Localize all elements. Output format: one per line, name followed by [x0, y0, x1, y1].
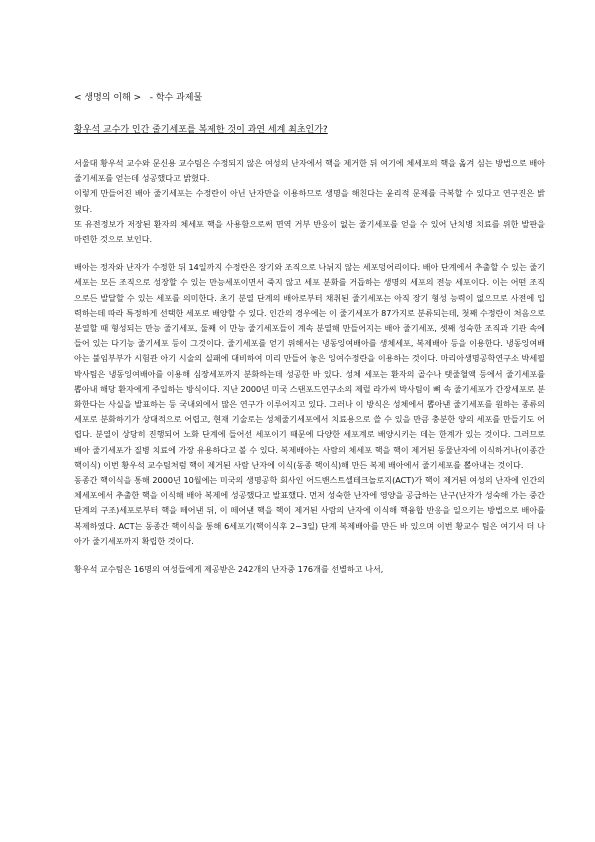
paragraph: 배아는 정자와 난자가 수정한 뒤 14일까지 수정란은 장기와 조직으로 나뉘지 않는 세포덩어리이다. 배아 단계에서 추출할 수 있는 줄기세포는 모든 조직으로 성장할 수 있는 만능세포이면서 죽지 않고 세포 분화를 거듭하는 생명의 세포의 전능 세포이다. 이는 어떤 조직으로든 발달할 수 있는 세포를 의미한다. 초기 분열 단계의 배아로부터 채취된 줄기세포는 아직 장기 형성 능력이 없으므로 사전에 입력하는데 따라 특정하게 선택한 세포로 배양할 수 있다. 인간의 경우에는 이 줄기세포가 87가지로 분류되는데, 첫째 수정란이 처음으로 분열할 때 형성되는 만능 줄기세포, 둘째 이 만능 줄기세포들이 계속 분열해 만들어지는 배아 줄기세포, 셋째 성숙한 조직과 기관 속에 들어 있는 다기능 줄기세포 등이 그것이다. 줄기세포를 얻기 위해서는 냉동잉여배아를 생체세포, 복제배아 등을 이용한다. 냉동잉여배아는 불임부부가 시험관 아기 시술의 실패에 대비하여 미리 만들어 놓은 잉여수정란을 이용하는 것이다. 마리아생명공학연구소 박세필 박사팀은 냉동잉여배아를 이용해 심장세포까지 분화하는데 성공한 바 있다. 성체 세포는 환자의 골수나 탯줄혈액 등에서 줄기세포를 뽑아내 해당 환자에게 주입하는 방식이다. 지난 2000년 미국 스탠포드연구소의 제럴 라가씨 박사팀이 뼈 속 줄기세포가 간장세포로 분화한다는 사실을 발표하는 등 국내외에서 많은 연구가 이루어지고 있다. 그러나 이 방식은 성체에서 뽑아낸 줄기세포를 원하는 종류의 세포로 분화하기가 상대적으로 어렵고, 현재 기술로는 성체줄기세포에서 치료용으로 쓸 수 있을 만큼 충분한 양의 세포를 만들기도 어렵다. 분열이 상당히 진행되어 노화 단계에 들어선 세포이기 때문에 다양한 세포계로 배양시키는 데는 한계가 있는 것이다. 그러므로 배아 줄기세포가 질병 치료에 가장 유용하다고 볼 수 있다. 복제배아는 사람의 체세포 핵을 핵이 제거된 동물난자에 이식하거나(이종간핵이식) 이번 황우석 교수팀처럼 핵이 제거된 사람 난자에 이식(동종 핵이식)해 만든 복제 배아에서 줄기세포를 뽑아내는 것이다.	[74, 262, 546, 470]
page-header: < 생명의 이해 > - 학수 과제물	[74, 93, 203, 103]
paragraph: 서울대 황우석 교수와 문신용 교수팀은 수정되지 않은 여성의 난자에서 핵을 제거한 뒤 여기에 체세포의 핵을 옮겨 심는 방법으로 배아 줄기세포를 얻는데 성공했다고 밝혔다.	[74, 158, 545, 184]
paragraph: 이렇게 만들어진 배아 줄기세포는 수정란이 아닌 난자만을 이용하므로 생명을 해친다는 윤리적 문제를 극복할 수 있다고 연구진은 밝혔다.	[74, 188, 545, 214]
paragraph-last: 황우석 교수팀은 16명의 여성들에게 제공받은 242개의 난자중 176개를 선별하고 나서,	[74, 564, 384, 575]
paragraph: 또 유전정보가 저장된 환자의 체세포 핵을 사용함으로써 면역 거부 반응이 없는 줄기세포를 얻을 수 있어 난치병 치료를 위한 발판을 마련한 것으로 보인다.	[74, 218, 545, 245]
paragraph: 동종간 핵이식을 통해 2000년 10월에는 미국의 생명공학 회사인 어드밴스트셀테크놀로지(ACT)가 핵이 제거된 여성의 난자에 인간의 체세포에서 추출한 핵을 이식해 배아 복제에 성공했다고 발표했다. 먼저 성숙한 난자에 영양을 공급하는 난구(난자가 성숙해 가는 중간 단계의 구조)세포로부터 핵을 떼어낸 뒤, 이 떼어낸 핵을 핵이 제거된 사람의 난자에 이식해 핵융합 반응을 일으키는 방법으로 배아를 복제하였다. ACT는 동종간 핵이식을 통해 6세포기(핵이식후 2~3일) 단계 복제배아를 만든 바 있으며 이번 황교수 팀은 여기서 더 나아가 줄기세포까지 확립한 것이다.	[74, 475, 545, 546]
document-title: 황우석 교수가 인간 줄기세포를 복제한 것이 과연 세계 최초인가?	[74, 125, 328, 135]
